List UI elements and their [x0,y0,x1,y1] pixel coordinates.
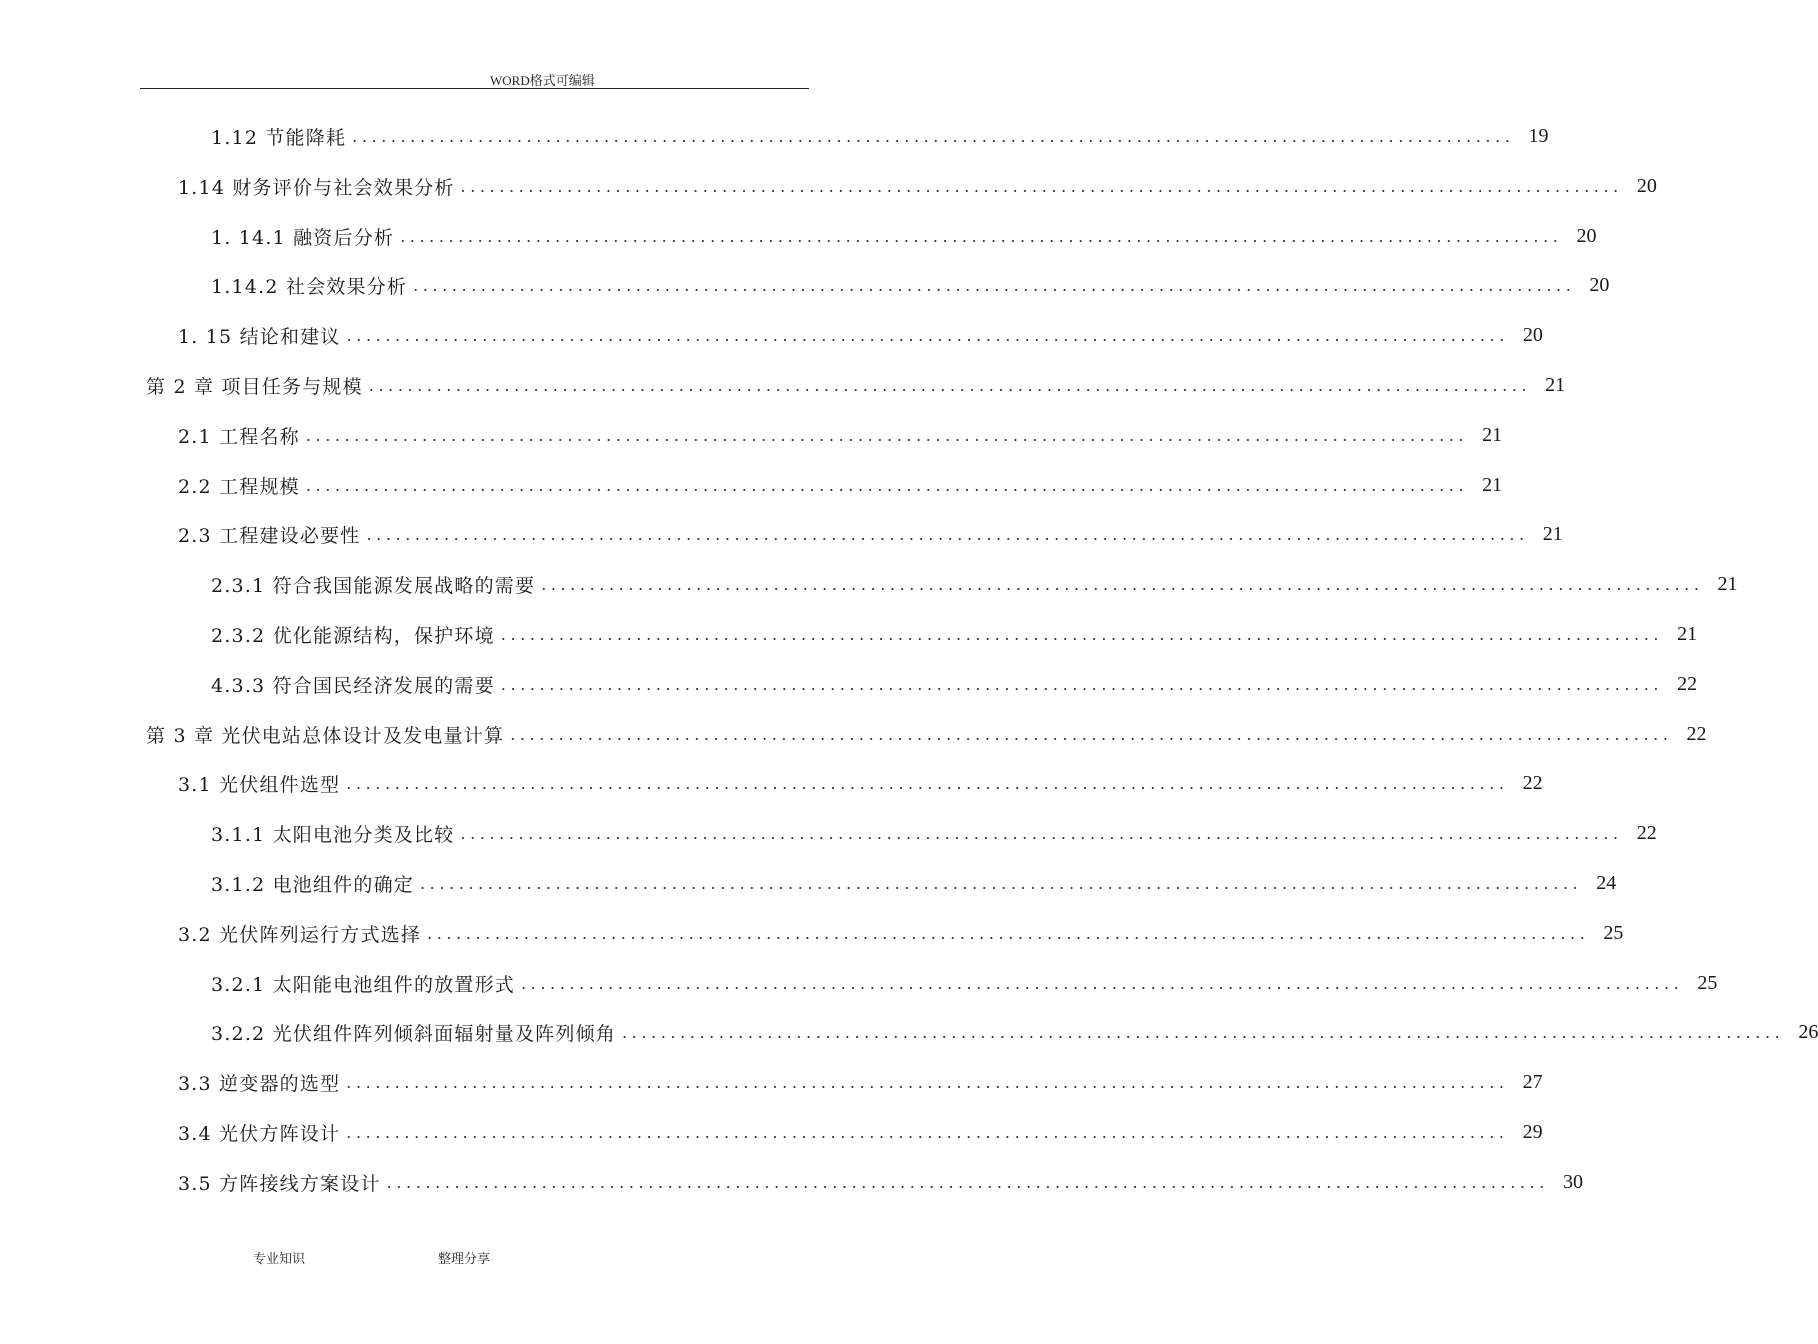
toc-entry[interactable] [178,320,1543,350]
toc-entry[interactable] [178,1067,1543,1097]
toc-entry[interactable] [146,370,1566,400]
toc-entry-title: 2.2 工程规模 [178,475,300,498]
toc-entry-page: 30 [1562,1170,1583,1193]
toc-entry-page: 29 [1522,1120,1543,1143]
toc-entry[interactable] [178,519,1563,549]
toc-leader-dots: ........................................................................................................................ [346,325,1509,345]
toc-leader-dots: ........................................................................................................................ [460,823,1623,843]
toc-leader-dots: ........................................................................................................................ [427,923,1590,943]
toc-entry[interactable] [211,121,1549,151]
toc-entry-title: 1.14.2 社会效果分析 [211,275,408,298]
toc-leader-dots: ........................................................................................................................ [352,126,1515,146]
toc-entry-page: 22 [1636,821,1657,844]
toc-entry-title: 2.3 工程建设必要性 [178,524,361,547]
toc-leader-dots: ........................................................................................................................ [521,973,1684,993]
toc-entry-title: 3.2.1 太阳能电池组件的放置形式 [211,973,515,996]
toc-entry[interactable] [211,968,1718,998]
header-rule [140,88,809,89]
toc-leader-dots: ........................................................................................................................ [541,574,1704,594]
toc-entry-title: 1.12 节能降耗 [211,126,347,149]
toc-entry-title: 1.14 财务评价与社会效果分析 [178,176,455,199]
toc-entry[interactable] [146,719,1707,749]
toc-entry-page: 21 [1482,473,1503,496]
toc-entry-title: 3.1.1 太阳电池分类及比较 [211,823,455,846]
toc-entry[interactable] [178,1117,1543,1147]
toc-leader-dots: ........................................................................................................................ [346,1122,1509,1142]
toc-leader-dots: ........................................................................................................................ [368,375,1532,395]
toc-entry[interactable] [211,669,1698,699]
footer-right-text: 整理分享 [438,1252,491,1267]
toc-entry-title: 第 2 章 项目任务与规模 [146,375,363,398]
toc-entry[interactable] [178,420,1503,450]
toc-entry[interactable] [211,270,1610,300]
toc-leader-dots: ........................................................................................................................ [460,176,1623,196]
toc-entry-page: 20 [1576,224,1597,247]
page-header-text: WORD格式可编辑 [490,73,595,88]
toc-entry-page: 20 [1522,323,1543,346]
toc-entry-title: 1. 15 结论和建议 [178,325,341,348]
toc-leader-dots: ........................................................................................................................ [622,1022,1785,1042]
toc-leader-dots: ........................................................................................................................ [500,674,1664,694]
toc-entry-page: 25 [1603,921,1624,944]
toc-entry-title: 3.3 逆变器的选型 [178,1072,341,1095]
toc-entry-title: 第 3 章 光伏电站总体设计及发电量计算 [146,724,505,747]
toc-entry-page: 21 [1482,423,1503,446]
toc-leader-dots: ........................................................................................................................ [346,773,1509,793]
toc-entry-page: 19 [1528,124,1549,147]
toc-entry-page: 22 [1677,672,1698,695]
toc-entry[interactable] [178,171,1657,201]
toc-entry-page: 27 [1522,1070,1543,1093]
toc-entry-page: 22 [1522,771,1543,794]
footer-left-text: 专业知识 [253,1252,306,1267]
toc-entry-title: 3.2.2 光伏组件阵列倾斜面辐射量及阵列倾角 [211,1022,616,1045]
toc-entry-title: 2.3.2 优化能源结构，保护环境 [211,624,495,647]
toc-entry-title: 2.3.1 符合我国能源发展战略的需要 [211,574,536,597]
toc-leader-dots: ........................................................................................................................ [346,1072,1509,1092]
toc-entry-title: 3.2 光伏阵列运行方式选择 [178,923,422,946]
toc-leader-dots: ........................................................................................................................ [386,1172,1549,1192]
toc-leader-dots: ........................................................................................................................ [413,275,1576,295]
toc-entry-page: 21 [1545,373,1566,396]
toc-entry[interactable] [178,1167,1583,1197]
toc-leader-dots: ........................................................................................................................ [500,624,1664,644]
toc-entry-page: 20 [1589,273,1610,296]
toc-entry[interactable] [211,569,1738,599]
toc-leader-dots: ........................................................................................................................ [510,724,1673,744]
toc-entry-title: 2.1 工程名称 [178,425,300,448]
toc-entry[interactable] [178,470,1503,500]
toc-leader-dots: ........................................................................................................................ [366,524,1529,544]
toc-entry[interactable] [178,768,1543,798]
toc-entry-page: 20 [1636,174,1657,197]
toc-entry-title: 4.3.3 符合国民经济发展的需要 [211,674,495,697]
toc-entry-page: 21 [1717,572,1738,595]
toc-entry-page: 22 [1686,722,1707,745]
toc-leader-dots: ........................................................................................................................ [305,475,1469,495]
toc-entry-page: 26 [1798,1020,1818,1043]
toc-entry-page: 24 [1596,871,1617,894]
toc-entry-title: 3.5 方阵接线方案设计 [178,1172,381,1195]
toc-entry[interactable] [211,221,1597,251]
toc-entry-title: 3.1 光伏组件选型 [178,773,341,796]
toc-entry-page: 25 [1697,971,1718,994]
toc-entry[interactable] [211,868,1617,898]
toc-entry[interactable] [178,918,1624,948]
toc-entry[interactable] [211,818,1657,848]
toc-entry-title: 1. 14.1 融资后分析 [211,226,395,249]
toc-leader-dots: ........................................................................................................................ [305,425,1469,445]
toc-entry-title: 3.4 光伏方阵设计 [178,1122,341,1145]
toc-entry[interactable] [211,1017,1818,1047]
toc-entry-page: 21 [1542,522,1563,545]
toc-entry-page: 21 [1677,622,1698,645]
toc-entry[interactable] [211,619,1698,649]
toc-leader-dots: ........................................................................................................................ [400,226,1563,246]
toc-leader-dots: ........................................................................................................................ [419,873,1583,893]
toc-entry-title: 3.1.2 电池组件的确定 [211,873,414,896]
